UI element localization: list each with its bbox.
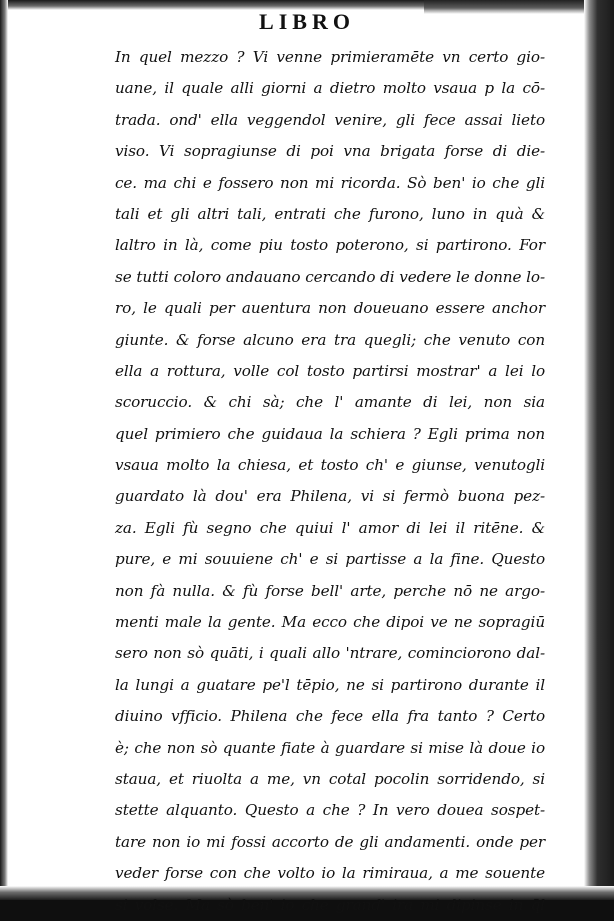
text-line: stette alquanto. Questo a che ? In vero douea sospet- — [115, 801, 545, 820]
text-line: tali et gli altri tali, entrati che furono, luno in quà & — [115, 204, 545, 223]
text-line: ella a rottura, volle col tosto partirsi mostrar' a lei lo — [115, 361, 545, 380]
body-text — [115, 42, 545, 921]
text-line: trada. ond' ella veggendol venire, gli fece assai lieto — [115, 110, 545, 129]
text-line: se tutti coloro andauano cercando di vedere le donne lo- — [115, 267, 545, 286]
running-header: LIBRO — [259, 9, 355, 34]
text-line: diuino vfficio. Philena che fece ella fra tanto ? Certo — [115, 707, 545, 726]
text-line: viso. Vi sopragiunse di poi vna brigata forse di die- — [115, 142, 545, 161]
text-line: ce. ma chi e fossero non mi ricorda. Sò ben' io che gli — [115, 173, 545, 192]
text-line: quel primiero che guidaua la schiera ? Egli prima non — [115, 424, 545, 443]
text-line: giunte. & forse alcuno era tra quegli; che venuto con — [115, 330, 545, 349]
text-line: sero non sò quāti, i quali allo 'ntrare, cominciorono dal- — [115, 644, 545, 663]
text-line: la lungi a guatare pe'l tēpio, ne si partirono durante il — [115, 675, 545, 694]
text-line: menti male la gente. Ma ecco che dipoi ve ne sopragiū — [115, 613, 545, 632]
text-line: guardato là dou' era Philena, vi si fermò buona pez- — [115, 487, 545, 506]
text-line: si volse. Ma sò ben' io che grand' ira mi dipinse in q̄l — [115, 895, 545, 914]
text-line: pure, e mi souuiene ch' e si partisse a la fine. Questo — [115, 550, 545, 569]
scan-edge-left — [0, 0, 8, 900]
text-line: vsaua molto la chiesa, et tosto ch' e giunse, venutogli — [115, 456, 545, 475]
text-line: è; che non sò quante fiate à guardare si mise là doue io — [115, 738, 545, 757]
text-line: staua, et riuolta a me, vn cotal pocolin sorridendo, si — [115, 769, 545, 788]
text-line: veder forse con che volto io la rimiraua, a me souente — [115, 864, 545, 883]
text-line: non fà nulla. & fù forse bell' arte, perche nō ne argo- — [115, 581, 545, 600]
text-line: tare non io mi fossi accorto de gli andamenti. onde per — [115, 832, 545, 851]
text-line: za. Egli fù segno che quiui l' amor di lei il ritēne. & — [115, 518, 545, 537]
text-line: ro, le quali per auentura non doueuano essere anchor — [115, 299, 545, 318]
text-line: uane, il quale alli giorni a dietro molto vsaua p la cō- — [115, 79, 545, 98]
scan-edge-right — [584, 0, 614, 900]
text-line: laltro in là, come piu tosto poterono, si partirono. For — [115, 236, 545, 255]
text-line: scoruccio. & chi sà; che l' amante di lei, non sia — [115, 393, 545, 412]
text-line: In quel mezzo ? Vi venne primieramēte vn certo gio- — [115, 48, 545, 66]
